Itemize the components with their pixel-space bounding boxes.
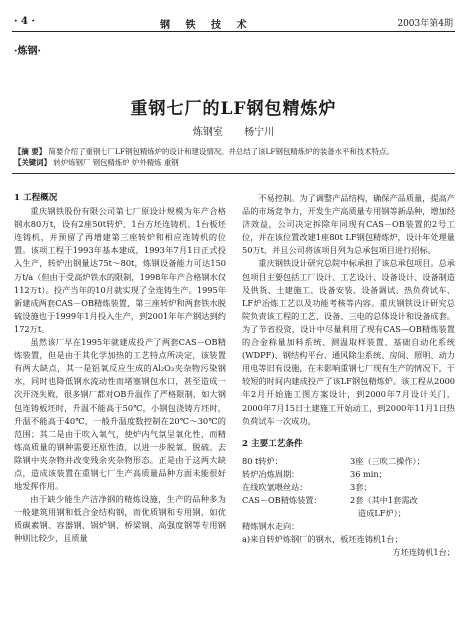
- equipment-value: 3座（三吹二操作）；: [350, 455, 425, 466]
- abstract: [14, 146, 453, 157]
- abstract-rule: [12, 173, 455, 174]
- paragraph: 重庆钢铁股份有限公司第七厂原设计规模为年产合格钢水80万t，设有2座50t转炉、1台方坯连铸机、1台板坯连铸机，并预留了再增建第三座转炉和相应连铸机的位置。该项工程于1993年基本建成，1993年7月1日正式投入生产，转炉出钢量达75t～80t，炼钢设备能力可达150万t/a（但由于受高炉铁水的限制，1998年年产合格钢水仅112万t）。投产当年的10月就实现了全连铸生产。1995年新建成两套CAS－OB精炼装置，第三座转炉和两套铁水脱硫设施也于1999年1月投入生产，到2001年年产钢达到约172万t。: [14, 206, 226, 334]
- page-number: · 4 ·: [14, 16, 35, 27]
- equipment-row: [242, 468, 455, 481]
- keywords-label: 【关键词】: [14, 158, 51, 167]
- equipment-name: 转炉冶炼周期：: [242, 468, 300, 479]
- equipment-value: 2套（其中1套需改: [350, 495, 418, 506]
- journal-name: 钢 铁 技 术: [160, 20, 253, 31]
- keywords-text: 转炉炼钢厂 钢包精炼炉 炉外精炼 重钢: [53, 158, 179, 167]
- equipment-name: 80 t转炉：: [242, 455, 283, 466]
- equipment-value: 36 min；: [350, 468, 387, 479]
- flow-line: a)来自转炉炼钢厂的钢水，板坯连铸机1台；: [242, 534, 403, 545]
- flow-label: 精炼钢水走向：: [242, 521, 300, 532]
- abstract-label: 【摘 要】: [14, 147, 47, 156]
- equipment-continuation: 造成LF炉）；: [358, 508, 406, 519]
- paragraph: 由于缺少能生产洁净钢的精炼设施，生产的品种多为一般建筑用钢和低合金结构钢，而优质钢和专用钢，如优质碳素钢、容器钢、锅炉钢、桥梁钢、高强度钢等专用钢种则比较少，且质量: [14, 494, 226, 544]
- issue-label: 2003年第4期: [397, 19, 453, 29]
- section-tag: ·炼钢·: [14, 46, 41, 57]
- equipment-row: [242, 494, 455, 507]
- left-column: [14, 192, 226, 546]
- paragraph: 重庆钢铁设计研究总院中标承担了该总承包项目。总承包项目主要包括工厂设计、工艺设计、设备设计、设备制造及供货、土建施工、设备安装、设备调试、热负荷试车、LF炉冶炼工艺以及功能考核等内容。重庆钢铁设计研究总院负责该工程的工艺、设备、三电的总体设计和设备成套。为了节省投资，设计中尽量利用了现有CAS—OB精炼装置的合金称量加料系统、测温取样装置、基础自动化系统(WDPF)、钢结构平台、通风除尘系统、房间、照明、动力用电等旧有设施，在未影响重钢七厂现有生产的情况下，于较短的时间内建成投产了该LF钢包精炼炉。该工程从2000年2月开始施工图方案设计，到2000年7月设计关门，2000年7月15日土建施工开始动工，到2000年11月1日热负荷试车一次成功。: [242, 258, 455, 426]
- paragraph: 不易控制。为了调整产品结构，确保产品质量，提高产品的市场竞争力，开发生产高质量专用钢等新品种，增加经济效益，公司决定拆除年同现有CAS－OB装置的2号工位，并在该位置改建1座80t LF钢包精炼炉，设计年处理量50万t，并且公司将该项目列为总承包项目进行招标。: [242, 193, 455, 256]
- equipment-row: [242, 455, 455, 468]
- flow-line: 方坯连铸机1台；: [392, 547, 455, 558]
- equipment-name: 在线吹氩喂丝站：: [242, 481, 308, 492]
- paragraph: 虽然该厂早在1995年就建成投产了两套CAS－OB精炼装置，但是由于其化学加热的工艺特点所决定，该装置有两大缺点，其一是铝氧反应生成的Al₂O₃夹杂物污染钢水，同时也降低钢水流动性而堵塞钢包水口，甚至造成一次开浇失败，很多钢厂都对OB升温作了严格限制，如大钢包连铸板坯时，升温不能高于50℃，小钢包浇铸方坯时，升温不能高于40℃，一般升温度数控制在20℃～30℃的范围；其二是由于吹入氧气，使炉内气氛呈氧化性，而精炼高质量的钢种需要还原性渣，以进一步脱氧、脱硫、去除钢中夹杂物并改变残余夹杂物形态。正是由于这两大缺点，造成该装置在重钢七厂生产高质量品种方面未能很好地发挥作用。: [14, 337, 226, 492]
- equipment-name: CAS－OB精炼装置：: [242, 495, 322, 506]
- equipment-row: [242, 481, 455, 494]
- keywords: [14, 157, 453, 168]
- authors: 炼钢室 杨宁川: [192, 127, 275, 138]
- right-column: [242, 192, 455, 560]
- equipment-value: 3套；: [350, 481, 372, 492]
- equipment-list: [242, 455, 455, 560]
- header-rule: [12, 31, 455, 32]
- article-title: 重钢七厂的LF钢包精炼炉: [130, 99, 337, 119]
- abstract-text: 简要介绍了重钢七厂LF钢包精炼炉的设计和建设情况。并总结了该LF钢包精炼炉的装备水平和技术特点。: [48, 147, 394, 156]
- section-heading-1: 1 工程概况: [14, 193, 58, 203]
- section-heading-2: 2 主要工艺条件: [242, 438, 303, 449]
